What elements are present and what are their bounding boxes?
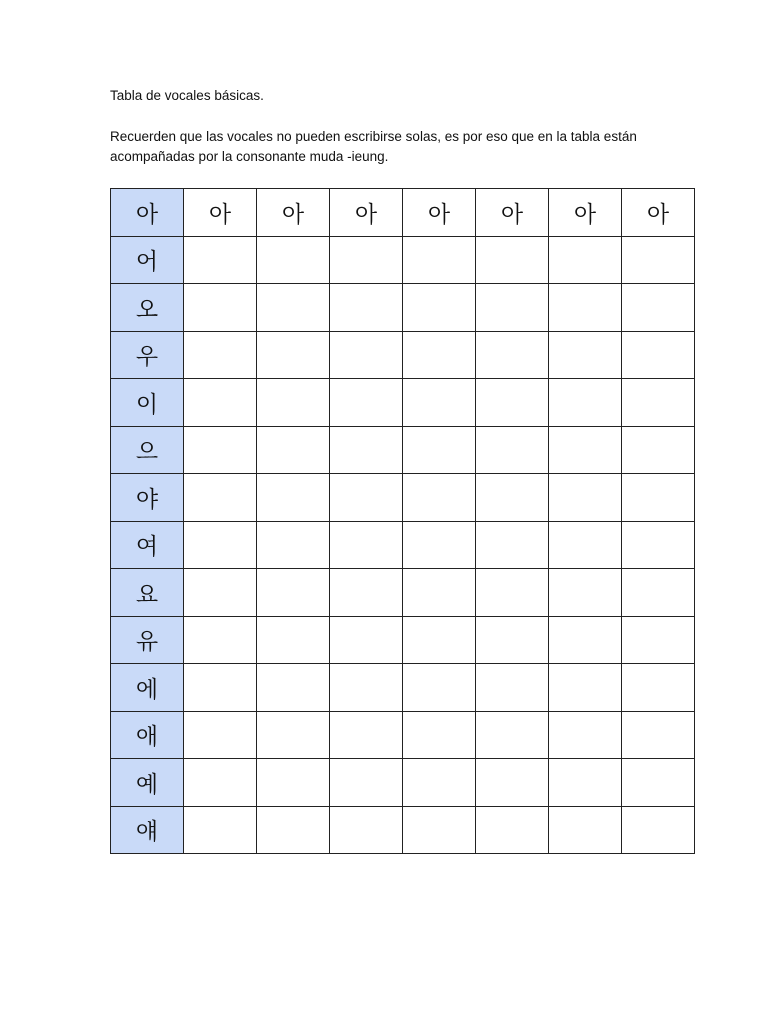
practice-cell[interactable] <box>549 379 622 427</box>
vowel-cell: 유 <box>111 616 184 664</box>
practice-cell[interactable] <box>184 711 257 759</box>
practice-cell[interactable] <box>476 521 549 569</box>
practice-cell[interactable] <box>330 474 403 522</box>
practice-cell[interactable] <box>403 759 476 807</box>
practice-cell[interactable] <box>184 474 257 522</box>
table-row <box>111 569 695 617</box>
practice-cell[interactable] <box>476 711 549 759</box>
vowel-cell: 오 <box>111 284 184 332</box>
practice-cell[interactable] <box>330 569 403 617</box>
practice-cell[interactable] <box>257 759 330 807</box>
vowel-cell: 이 <box>111 379 184 427</box>
practice-cell[interactable] <box>184 236 257 284</box>
example-cell: 아 <box>184 189 257 237</box>
practice-cell[interactable] <box>622 426 695 474</box>
vowel-table-body <box>111 189 695 854</box>
practice-cell[interactable] <box>403 426 476 474</box>
vowel-cell: 으 <box>111 426 184 474</box>
practice-cell[interactable] <box>476 236 549 284</box>
vowel-cell: 어 <box>111 236 184 284</box>
practice-cell[interactable] <box>622 236 695 284</box>
vowel-cell: 예 <box>111 759 184 807</box>
table-row <box>111 759 695 807</box>
example-cell: 아 <box>549 189 622 237</box>
practice-cell[interactable] <box>257 569 330 617</box>
vowel-practice-table <box>110 188 695 854</box>
practice-cell[interactable] <box>403 569 476 617</box>
practice-cell[interactable] <box>184 759 257 807</box>
example-cell: 아 <box>476 189 549 237</box>
practice-cell[interactable] <box>184 616 257 664</box>
practice-cell[interactable] <box>330 521 403 569</box>
table-row <box>111 711 695 759</box>
practice-cell[interactable] <box>257 806 330 854</box>
practice-cell[interactable] <box>476 759 549 807</box>
practice-cell[interactable] <box>330 616 403 664</box>
practice-cell[interactable] <box>330 331 403 379</box>
practice-cell[interactable] <box>330 806 403 854</box>
practice-cell[interactable] <box>549 664 622 712</box>
vowel-cell: 야 <box>111 474 184 522</box>
practice-cell[interactable] <box>549 711 622 759</box>
vowel-cell: 여 <box>111 521 184 569</box>
practice-cell[interactable] <box>184 806 257 854</box>
vowel-cell: 우 <box>111 331 184 379</box>
practice-cell[interactable] <box>184 379 257 427</box>
practice-cell[interactable] <box>549 806 622 854</box>
practice-cell[interactable] <box>184 284 257 332</box>
practice-cell[interactable] <box>257 284 330 332</box>
practice-cell[interactable] <box>330 284 403 332</box>
practice-cell[interactable] <box>549 521 622 569</box>
practice-cell[interactable] <box>476 331 549 379</box>
practice-cell[interactable] <box>622 711 695 759</box>
table-row <box>111 474 695 522</box>
practice-cell[interactable] <box>330 711 403 759</box>
practice-cell[interactable] <box>476 616 549 664</box>
example-cell: 아 <box>330 189 403 237</box>
practice-cell[interactable] <box>549 426 622 474</box>
practice-cell[interactable] <box>403 284 476 332</box>
practice-cell[interactable] <box>549 284 622 332</box>
practice-cell[interactable] <box>549 474 622 522</box>
practice-cell[interactable] <box>257 379 330 427</box>
practice-cell[interactable] <box>549 331 622 379</box>
practice-cell[interactable] <box>184 521 257 569</box>
practice-cell[interactable] <box>403 474 476 522</box>
practice-cell[interactable] <box>622 664 695 712</box>
practice-cell[interactable] <box>257 426 330 474</box>
practice-cell[interactable] <box>403 711 476 759</box>
practice-cell[interactable] <box>257 616 330 664</box>
practice-cell[interactable] <box>622 616 695 664</box>
table-row <box>111 189 695 237</box>
practice-cell[interactable] <box>257 331 330 379</box>
practice-cell[interactable] <box>330 664 403 712</box>
practice-cell[interactable] <box>403 236 476 284</box>
table-row <box>111 664 695 712</box>
practice-cell[interactable] <box>622 474 695 522</box>
practice-cell[interactable] <box>476 664 549 712</box>
example-cell: 아 <box>257 189 330 237</box>
practice-cell[interactable] <box>257 474 330 522</box>
vowel-cell: 애 <box>111 711 184 759</box>
practice-cell[interactable] <box>476 569 549 617</box>
table-row <box>111 236 695 284</box>
practice-cell[interactable] <box>403 664 476 712</box>
table-row <box>111 379 695 427</box>
practice-cell[interactable] <box>257 711 330 759</box>
practice-cell[interactable] <box>403 616 476 664</box>
practice-cell[interactable] <box>622 806 695 854</box>
practice-cell[interactable] <box>257 236 330 284</box>
practice-cell[interactable] <box>330 426 403 474</box>
example-cell: 아 <box>622 189 695 237</box>
vowel-cell: 에 <box>111 664 184 712</box>
practice-cell[interactable] <box>403 806 476 854</box>
table-row <box>111 284 695 332</box>
practice-cell[interactable] <box>549 759 622 807</box>
table-row <box>111 806 695 854</box>
practice-cell[interactable] <box>622 759 695 807</box>
practice-cell[interactable] <box>403 331 476 379</box>
practice-cell[interactable] <box>184 331 257 379</box>
practice-cell[interactable] <box>184 569 257 617</box>
practice-cell[interactable] <box>549 569 622 617</box>
instructions-line-1: Recuerden que las vocales no pueden escribirse solas, es por eso que en la tabla están <box>110 129 637 144</box>
table-row <box>111 521 695 569</box>
practice-cell[interactable] <box>622 284 695 332</box>
vowel-cell: 얘 <box>111 806 184 854</box>
practice-cell[interactable] <box>184 426 257 474</box>
practice-cell[interactable] <box>257 664 330 712</box>
practice-cell[interactable] <box>476 806 549 854</box>
practice-cell[interactable] <box>257 521 330 569</box>
vowel-cell: 요 <box>111 569 184 617</box>
practice-cell[interactable] <box>622 521 695 569</box>
practice-cell[interactable] <box>403 521 476 569</box>
practice-cell[interactable] <box>330 759 403 807</box>
practice-cell[interactable] <box>403 379 476 427</box>
table-row <box>111 426 695 474</box>
instructions-line-2: acompañadas por la consonante muda -ieung. <box>110 149 389 164</box>
table-row <box>111 331 695 379</box>
practice-cell[interactable] <box>476 379 549 427</box>
practice-cell[interactable] <box>476 474 549 522</box>
instructions-paragraph <box>110 127 670 167</box>
vowel-cell: 아 <box>111 189 184 237</box>
practice-cell[interactable] <box>330 379 403 427</box>
practice-cell[interactable] <box>622 379 695 427</box>
practice-cell[interactable] <box>184 664 257 712</box>
practice-cell[interactable] <box>622 331 695 379</box>
practice-cell[interactable] <box>476 284 549 332</box>
practice-cell[interactable] <box>549 616 622 664</box>
practice-cell[interactable] <box>549 236 622 284</box>
practice-cell[interactable] <box>476 426 549 474</box>
practice-cell[interactable] <box>622 569 695 617</box>
example-cell: 아 <box>403 189 476 237</box>
practice-cell[interactable] <box>330 236 403 284</box>
document-title: Tabla de vocales básicas. <box>110 88 264 103</box>
table-row <box>111 616 695 664</box>
